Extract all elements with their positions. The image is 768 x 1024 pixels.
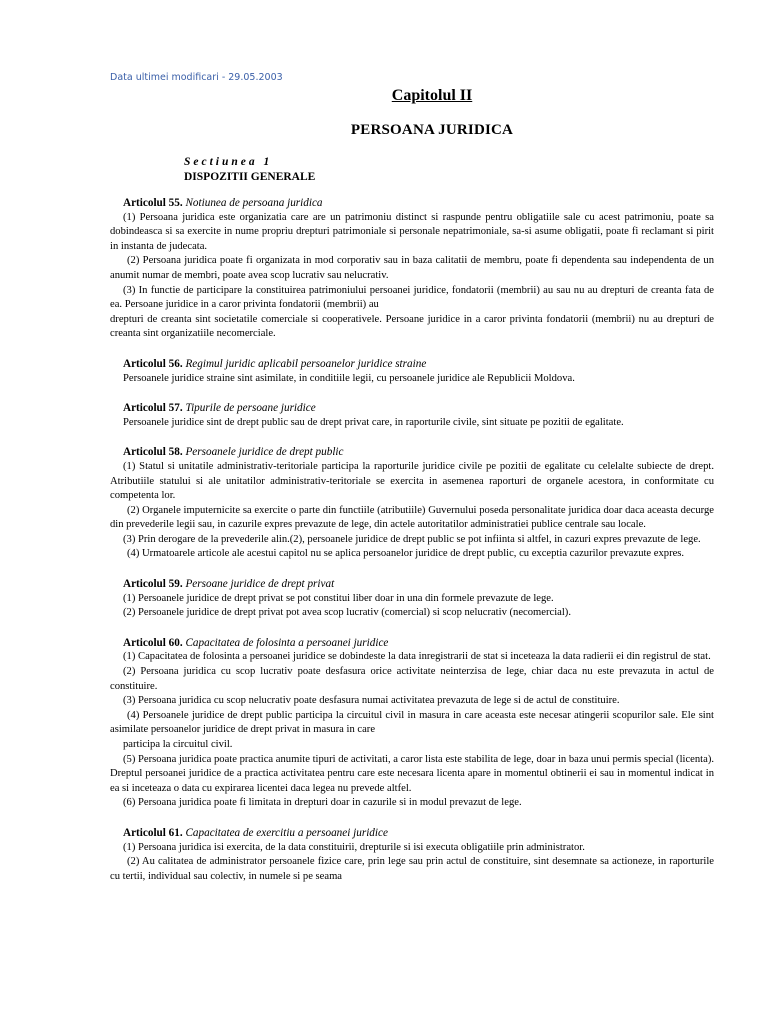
article-paragraph: (4) Urmatoarele articole ale acestui capitol nu se aplica persoanelor juridice de drept public, cu exceptia cazurilor prevazute expres. — [127, 548, 685, 560]
article-paragraph: Persoanele juridice sint de drept public sau de drept privat care, in raporturile civile, sint situate pe pozitii de egalitate. — [123, 416, 624, 428]
article-heading — [110, 636, 714, 651]
article-paragraph: (6) Persoana juridica poate fi limitata in drepturi doar in cazurile si in modul prevazut de lege. — [123, 797, 522, 809]
article-title: Regimul juridic aplicabil persoanelor juridice straine — [185, 357, 427, 370]
chapter-title: PERSOANA JURIDICA — [350, 122, 514, 138]
article-title: Capacitatea de exercitiu a persoanei juridice — [185, 826, 388, 839]
article-title: Persoane juridice de drept privat — [185, 578, 335, 591]
article-number: Articolul 57. — [123, 402, 183, 415]
article-paragraph: (5) Persoana juridica poate practica anumite tipuri de activitati, a caror lista este stabilita de lege, doar in baza unui permis special (licenta). Dreptul persoanei juridice de a practica activitatea pentru care este necesara licenta apare in momentul obtinerii ei sau in momentul indicat in ea si inceteaza o data cu expirarea licentei daca legea nu prevede altfel. — [110, 753, 714, 794]
article-58 — [110, 445, 714, 562]
article-heading — [110, 196, 714, 211]
article-paragraph: (2) Organele imputernicite sa exercite o parte din functiile (atributiile) Guvernului poseda personalitate juridica doar daca aceasta decurge din prevederile legii sau, in cazurile expres prevazute de lege, din actele autoritatilor administratiei publice centrale sau locale. — [110, 504, 714, 531]
article-title: Notiunea de persoana juridica — [185, 197, 323, 209]
article-number: Articolul 60. — [123, 636, 183, 649]
document-body — [110, 196, 714, 899]
article-paragraph: drepturi de creanta sint societatile comerciale si cooperativele. Persoane juridice in a caror privinta fondatorii (membrii) nu au drepturi de creanta sint organizatiile necomerciale. — [110, 313, 714, 340]
article-number: Articolul 56. — [123, 357, 183, 370]
article-59 — [110, 577, 714, 621]
article-paragraph: (2) Au calitatea de administrator persoanele fizice care, prin lege sau prin actul de constituire, sint desemnate sa actioneze, in raporturile cu tertii, individual sau colectiv, in numele si pe seama — [110, 856, 714, 882]
article-title: Persoanele juridice de drept public — [185, 446, 344, 459]
article-60 — [110, 636, 714, 811]
article-paragraph: (1) Persoana juridica isi exercita, de la data constituirii, drepturile si isi executa obligatiile prin administrator. — [123, 841, 585, 853]
section-label: Sectiunea 1 — [184, 156, 273, 168]
article-paragraph: (3) Prin derogare de la prevederile alin.(2), persoanele juridice de drept public se pot infiinta si altfel, in cazuri expres prevazute de lege. — [123, 533, 701, 545]
last-modified-date: Data ultimei modificari - 29.05.2003 — [110, 72, 283, 83]
article-number: Articolul 58. — [123, 446, 183, 459]
section-title: DISPOZITII GENERALE — [184, 171, 316, 183]
article-heading — [110, 826, 714, 841]
article-paragraph: (2) Persoanele juridice de drept privat pot avea scop lucrativ (comercial) si scop nelucrativ (necomercial). — [123, 607, 571, 619]
article-paragraph: (4) Persoanele juridice de drept public participa la circuitul civil in masura in care aceasta este necesar atingerii scopurilor sale. Ele sint asimilate persoanelor juridice de drept privat in masura in care — [110, 709, 714, 736]
article-paragraph: (1) Persoana juridica este organizatia care are un patrimoniu distinct si raspunde pentru obligatiile sale cu acest patrimoniu, poate sa dobindeasca si sa exercite in nume propriu drepturi patrimoniale si personale nepatrimoniale, sa-si asume obligatii, poate fi reclamant si pirit in instanta de judecata. — [110, 211, 714, 252]
article-paragraph: (2) Persoana juridica cu scop lucrativ poate desfasura orice activitate neinterzisa de lege, chiar daca nu este prevazuta in actul de constituire. — [110, 666, 714, 692]
article-paragraph: (1) Persoanele juridice de drept privat se pot constitui liber doar in una din formele prevazute de lege. — [123, 592, 554, 604]
article-number: Articolul 55. — [123, 197, 183, 209]
article-56 — [110, 357, 714, 386]
article-number: Articolul 61. — [123, 826, 183, 839]
article-heading — [110, 401, 714, 416]
article-paragraph: (1) Capacitatea de folosinta a persoanei juridice se dobindeste la data inregistrarii de stat si inceteaza la data radierii ei din registrul de stat. — [123, 651, 711, 663]
article-title: Tipurile de persoane juridice — [185, 402, 316, 415]
article-heading — [110, 577, 714, 592]
article-paragraph: (3) Persoana juridica cu scop nelucrativ poate desfasura numai activitatea prevazuta de lege si de actul de constituire. — [123, 695, 620, 707]
article-57 — [110, 401, 714, 430]
article-heading — [110, 445, 714, 460]
article-paragraph: (3) In functie de participare la constituirea patrimoniului persoanei juridice, fondatorii (membrii) au sau nu au drepturi de creanta fata de ea. Persoane juridice in a caror privinta fondatorii (membrii) au — [110, 284, 714, 311]
article-number: Articolul 59. — [123, 578, 183, 591]
article-61 — [110, 826, 714, 884]
chapter-heading: Capitolul II — [391, 87, 473, 104]
article-paragraph: (2) Persoana juridica poate fi organizata in mod corporativ sau in baza calitatii de membru, poate fi dependenta sau independenta de un anumit numar de membri, poate avea scop lucrativ sau nelucrativ. — [110, 255, 714, 281]
article-paragraph: Persoanele juridice straine sint asimilate, in conditiile legii, cu persoanele juridice ale Republicii Moldova. — [123, 372, 575, 384]
article-title: Capacitatea de folosinta a persoanei juridice — [185, 636, 389, 649]
article-heading — [110, 357, 714, 372]
article-paragraph: participa la circuitul civil. — [123, 739, 233, 750]
article-paragraph: (1) Statul si unitatile administrativ-teritoriale participa la raporturile juridice civile pe pozitii de egalitate cu celelalte subiecte de drept. Atributiile statului si ale unitatilor administrativ-teritoriale se exercita in asemenea raporturi de organele acestora, in conformitate cu competenta lor. — [110, 460, 714, 502]
article-55 — [110, 196, 714, 342]
